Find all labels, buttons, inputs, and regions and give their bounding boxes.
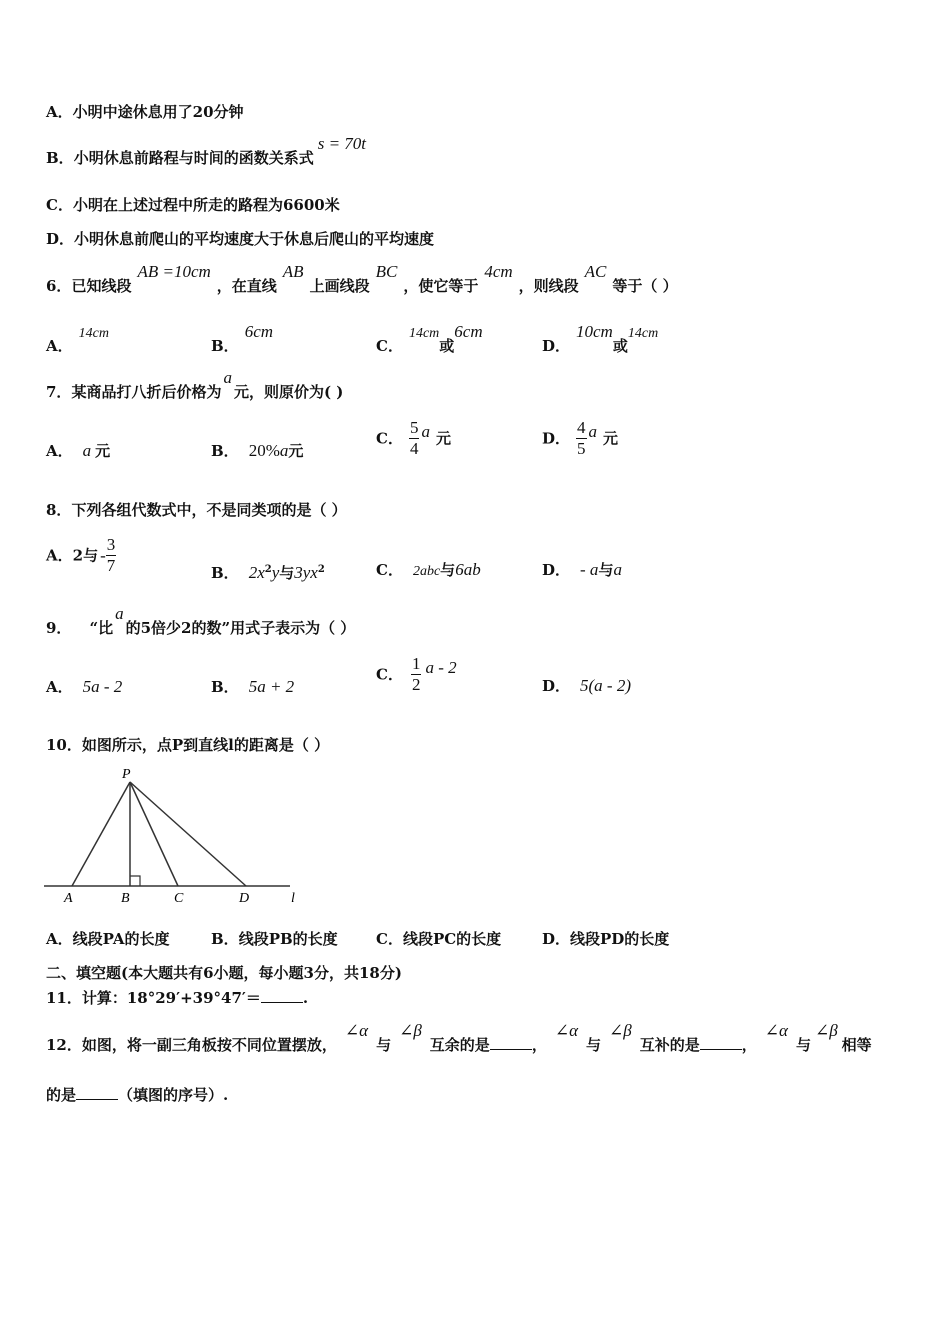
stem-text: 上画线段 (309, 277, 370, 295)
minus-sign: - (100, 545, 106, 565)
option-label: D． (542, 337, 571, 355)
and-text: 与 (598, 561, 614, 579)
q9-option-c (376, 654, 457, 695)
section-title: 二、填空题(本大题共有6小题，每小题3分，共18分) (46, 964, 402, 982)
label-l: l (291, 891, 295, 906)
numerator: 3 (106, 535, 116, 554)
formula: a (82, 441, 92, 460)
option-label: D． (542, 677, 571, 695)
option-text: 小明在上述过程中所走的路程为6600米 (72, 196, 340, 214)
stem-text: 的5倍少2的数”用式子表示为（ ） (125, 619, 356, 637)
stem-text: ， (741, 1036, 757, 1054)
formula: AB (282, 262, 304, 281)
formula: a (223, 368, 232, 387)
question-number: 9． (46, 619, 72, 637)
answer-blank[interactable] (490, 1035, 532, 1050)
formula: BC (375, 262, 398, 281)
q10-geometry-figure (44, 766, 302, 908)
or-text: 或 (612, 337, 628, 355)
q6-option-a (46, 326, 115, 358)
formula: 14cm (78, 326, 109, 341)
fraction (411, 654, 422, 695)
option-label: A． (46, 103, 73, 121)
option-text: 线段PD的长度 (570, 930, 670, 948)
formula: 6ab (455, 560, 481, 579)
q5-option-a (46, 102, 244, 122)
formula: 6cm (454, 322, 483, 341)
label-b: B (121, 891, 130, 906)
q9-option-b (211, 677, 294, 697)
option-label: D． (542, 561, 571, 579)
q10-option-c (376, 929, 501, 949)
question-number: 7． (46, 383, 72, 401)
option-label: A． (46, 546, 73, 565)
q7-option-b (211, 441, 303, 461)
q12-stem (46, 1021, 872, 1055)
q8-option-a (46, 535, 116, 576)
q6-option-b (211, 322, 279, 356)
q8-option-d (542, 560, 622, 580)
label-p: P (122, 767, 131, 782)
option-label: B． (211, 337, 239, 355)
unit-text: 元 (288, 442, 304, 460)
angle-beta: ∠β (609, 1021, 632, 1040)
option-text: 小明休息前路程与时间的函数关系式 (73, 149, 314, 167)
option-label: C． (376, 561, 403, 579)
option-label: A． (46, 930, 73, 948)
fraction (106, 535, 117, 576)
formula: 2abc (412, 564, 441, 579)
option-label: D． (46, 230, 75, 248)
formula: 5a - 2 (82, 677, 123, 696)
formula: 20% (248, 441, 280, 460)
unit-text: 元 (603, 429, 619, 448)
option-label: A． (46, 442, 73, 460)
fraction (409, 418, 420, 459)
option-label: B． (211, 930, 239, 948)
formula: 5(a - 2) (580, 676, 631, 695)
option-label: C． (376, 665, 403, 684)
option-text: 线段PC的长度 (402, 930, 502, 948)
denominator: 4 (409, 439, 419, 458)
q10-option-b (211, 929, 338, 949)
segment-pa (72, 782, 130, 886)
stem-text: 计算：18°29′+39°47′＝ (81, 989, 261, 1007)
option-label: A． (46, 337, 73, 355)
answer-blank[interactable] (76, 1085, 118, 1100)
stem-text: 等于（ ） (612, 277, 678, 295)
numerator: 1 (411, 654, 421, 673)
exponent: 2 (317, 564, 325, 575)
q6-option-c (376, 322, 489, 358)
q6-option-d (542, 322, 664, 358)
option-label: C． (376, 429, 403, 448)
angle-beta: ∠β (399, 1021, 422, 1040)
and-text: 与 (279, 564, 295, 582)
angle-alpha: ∠α (554, 1021, 578, 1040)
option-label: D． (542, 930, 571, 948)
stem-text: 下列各组代数式中，不是同类项的是（ ） (71, 501, 347, 519)
option-label: D． (542, 429, 571, 448)
formula: 10cm (576, 322, 613, 341)
q9-option-d (542, 676, 631, 696)
formula: a (613, 560, 622, 579)
stem-text: ，则线段 (518, 277, 579, 295)
formula: 4cm (484, 262, 513, 281)
q7-option-a (46, 441, 110, 461)
stem-text: 元，则原价为( ) (233, 383, 344, 401)
option-text: 2与 (72, 546, 99, 565)
option-label: C． (46, 196, 73, 214)
numerator: 4 (577, 418, 586, 437)
angle-beta: ∠β (814, 1021, 838, 1040)
formula: a - 2 (425, 657, 457, 677)
and-text: 与 (376, 1036, 392, 1054)
question-number: 10． (46, 736, 82, 754)
option-label: B． (211, 678, 239, 696)
answer-blank[interactable] (261, 988, 303, 1003)
formula: a (421, 421, 430, 441)
q8-option-c (376, 560, 481, 582)
stem-text: ， (531, 1036, 547, 1054)
q10-option-d (542, 929, 669, 949)
option-label: B． (211, 564, 239, 582)
q9-stem (46, 604, 356, 638)
unit-text: 元 (95, 442, 111, 460)
option-text: 小明休息前爬山的平均速度大于休息后爬山的平均速度 (74, 230, 435, 248)
segment-pc (130, 782, 178, 886)
formula: 3yx (294, 563, 318, 582)
stem-text: 互补的是 (639, 1036, 700, 1054)
q8-stem (46, 500, 347, 520)
option-label: A． (46, 678, 73, 696)
stem-text: 互余的是 (429, 1036, 490, 1054)
label-d: D (239, 891, 250, 906)
formula: AB =10cm (137, 262, 211, 281)
option-label: B． (46, 149, 74, 167)
formula: s = 70t (317, 134, 367, 153)
formula: a (588, 421, 598, 441)
stem-text: 相等 (841, 1036, 872, 1054)
formula: 14cm (408, 326, 440, 341)
stem-text: 某商品打八折后价格为 (71, 383, 222, 401)
q5-option-b (46, 134, 372, 168)
option-label: B． (211, 442, 239, 460)
q12-stem-line2 (46, 1085, 228, 1105)
and-text: 与 (440, 561, 456, 579)
and-text: 与 (795, 1036, 811, 1054)
q6-stem (46, 262, 678, 296)
segment-pd (130, 782, 246, 886)
denominator: 7 (106, 556, 116, 575)
q10-stem (46, 735, 329, 755)
exponent: 2 (264, 564, 272, 575)
stem-text: （填图的序号）. (118, 1086, 229, 1104)
right-angle-mark (130, 876, 140, 886)
q9-option-a (46, 677, 122, 697)
formula: AC (584, 262, 607, 281)
stem-text: “比 (89, 619, 114, 637)
stem-text: ，在直线 (216, 277, 277, 295)
q5-option-d (46, 229, 434, 249)
formula: 5a + 2 (248, 677, 295, 696)
stem-text: . (302, 989, 309, 1007)
q5-option-c (46, 195, 340, 215)
option-text: 小明中途休息用了20分钟 (72, 103, 244, 121)
q7-option-c (376, 418, 451, 459)
q7-option-d (542, 418, 618, 459)
denominator: 5 (577, 439, 586, 458)
angle-alpha: ∠α (344, 1021, 369, 1040)
and-text: 与 (586, 1036, 602, 1054)
option-text: 线段PB的长度 (238, 930, 338, 948)
stem-text: ，使它等于 (403, 277, 479, 295)
or-text: 或 (439, 337, 455, 355)
denominator: 2 (411, 675, 421, 694)
q10-option-a (46, 929, 169, 949)
stem-text: 已知线段 (71, 277, 132, 295)
formula: y (271, 563, 280, 582)
formula: a (279, 441, 289, 460)
fraction (576, 418, 587, 459)
question-number: 6． (46, 277, 72, 295)
q8-option-b (211, 560, 325, 583)
question-number: 12． (46, 1036, 82, 1054)
option-label: C． (376, 337, 403, 355)
unit-text: 元 (435, 429, 451, 448)
formula: a (115, 604, 124, 623)
option-label: C． (376, 930, 403, 948)
formula: - a (580, 560, 599, 579)
question-number: 11． (46, 989, 82, 1007)
stem-text: 的是 (46, 1086, 77, 1104)
question-number: 8． (46, 501, 72, 519)
label-a: A (64, 891, 73, 906)
q11-stem (46, 988, 308, 1008)
formula: 2x (248, 563, 265, 582)
stem-text: 如图所示，点P到直线l的距离是（ ） (81, 736, 330, 754)
angle-alpha: ∠α (764, 1021, 788, 1040)
numerator: 5 (409, 418, 419, 437)
answer-blank[interactable] (700, 1035, 742, 1050)
formula: 14cm (627, 326, 659, 341)
option-text: 线段PA的长度 (72, 930, 170, 948)
formula: 6cm (244, 322, 274, 341)
label-c: C (174, 891, 184, 906)
q7-stem (46, 368, 344, 402)
stem-text: 如图，将一副三角板按不同位置摆放， (81, 1036, 337, 1054)
